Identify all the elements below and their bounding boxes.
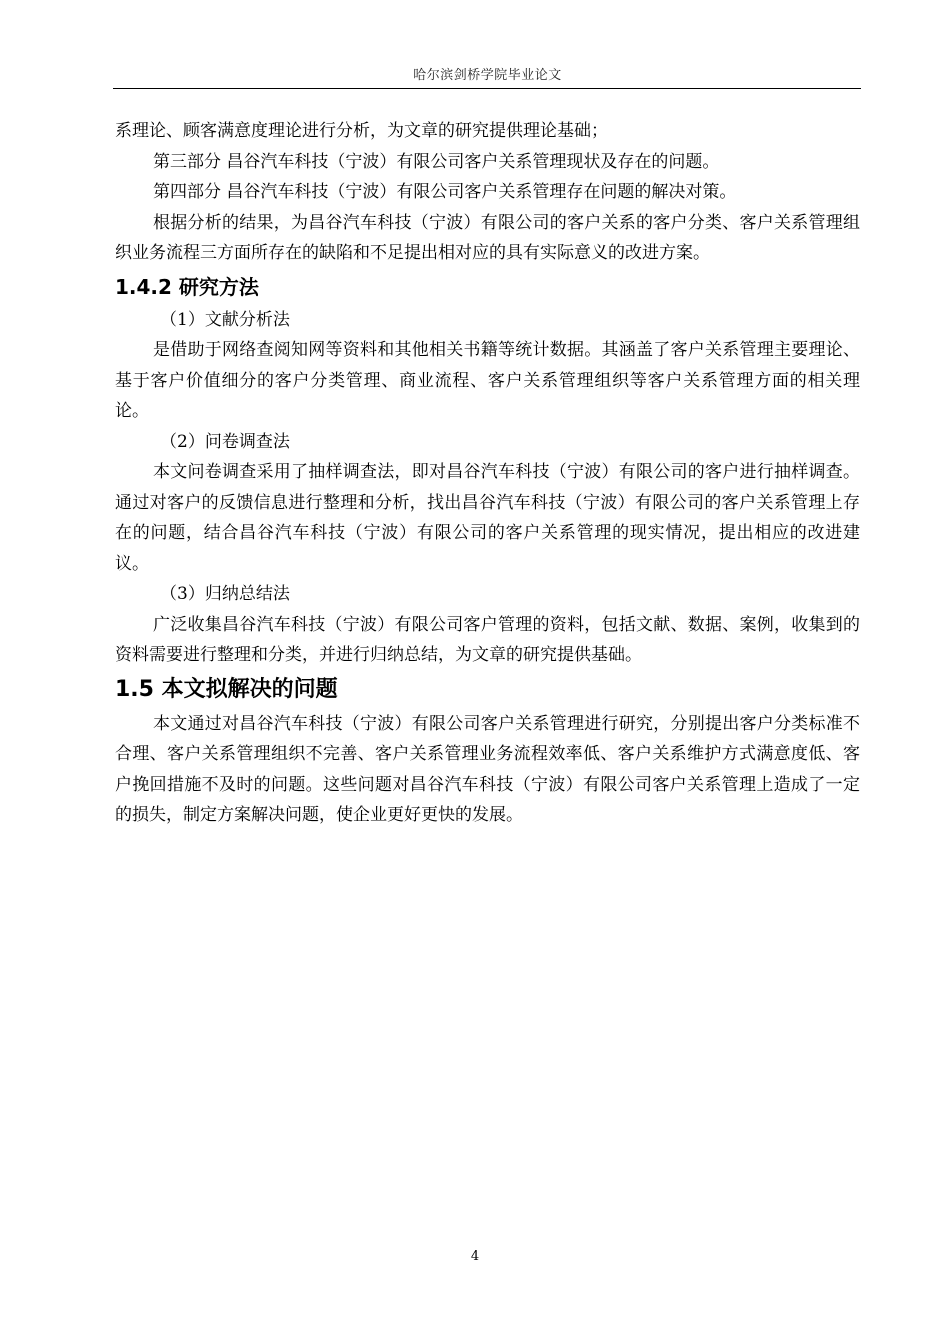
header-divider [113,88,861,89]
paragraph-part-four: 第四部分 昌谷汽车科技（宁波）有限公司客户关系管理存在问题的解决对策。 [153,182,737,202]
method-1-text: 是借助于网络查阅知网等资料和其他相关书籍等统计数据。其涵盖了客户关系管理主要理论、基于客户价值细分的客户分类管理、商业流程、客户关系管理组织等客户关系管理方面的相关理论。 [115,340,860,421]
page-content [115,116,860,831]
paragraph-part-three: 第三部分 昌谷汽车科技（宁波）有限公司客户关系管理现状及存在的问题。 [153,151,720,172]
method-1-title: （1）文献分析法 [160,309,290,330]
section-heading-1-5: 1.5 本文拟解决的问题 [115,676,338,702]
page-header: 哈尔滨剑桥学院毕业论文 [413,68,562,83]
page-number: 4 [470,1249,480,1264]
paragraph-problems: 本文通过对昌谷汽车科技（宁波）有限公司客户关系管理进行研究，分别提出客户分类标准不合理、客户关系管理组织不完善、客户关系管理业务流程效率低、客户关系维护方式满意度低、客户挽回措施不及时的问题。这些问题对昌谷汽车科技（宁波）有限公司客户关系管理上造成了一定的损失，制定方案解决问题，使企业更好更快的发展。 [115,713,860,825]
section-heading-1-4-2: 1.4.2 研究方法 [115,274,259,299]
method-2-title: （2）问卷调查法 [160,431,290,452]
paragraph-analysis-result: 根据分析的结果，为昌谷汽车科技（宁波）有限公司的客户关系的客户分类、客户关系管理组织业务流程三方面所存在的缺陷和不足提出相对应的具有实际意义的改进方案。 [115,212,860,263]
method-2-text: 本文问卷调查采用了抽样调查法，即对昌谷汽车科技（宁波）有限公司的客户进行抽样调查。通过对客户的反馈信息进行整理和分析，找出昌谷汽车科技（宁波）有限公司的客户关系管理上存在的问题，结合昌谷汽车科技（宁波）有限公司的客户关系管理的现实情况，提出相应的改进建议。 [115,462,860,574]
paragraph-continued: 系理论、顾客满意度理论进行分析，为文章的研究提供理论基础； [115,121,608,141]
method-3-text: 广泛收集昌谷汽车科技（宁波）有限公司客户管理的资料，包括文献、数据、案例，收集到的资料需要进行整理和分类，并进行归纳总结，为文章的研究提供基础。 [115,614,860,665]
method-3-title: （3）归纳总结法 [160,584,290,604]
